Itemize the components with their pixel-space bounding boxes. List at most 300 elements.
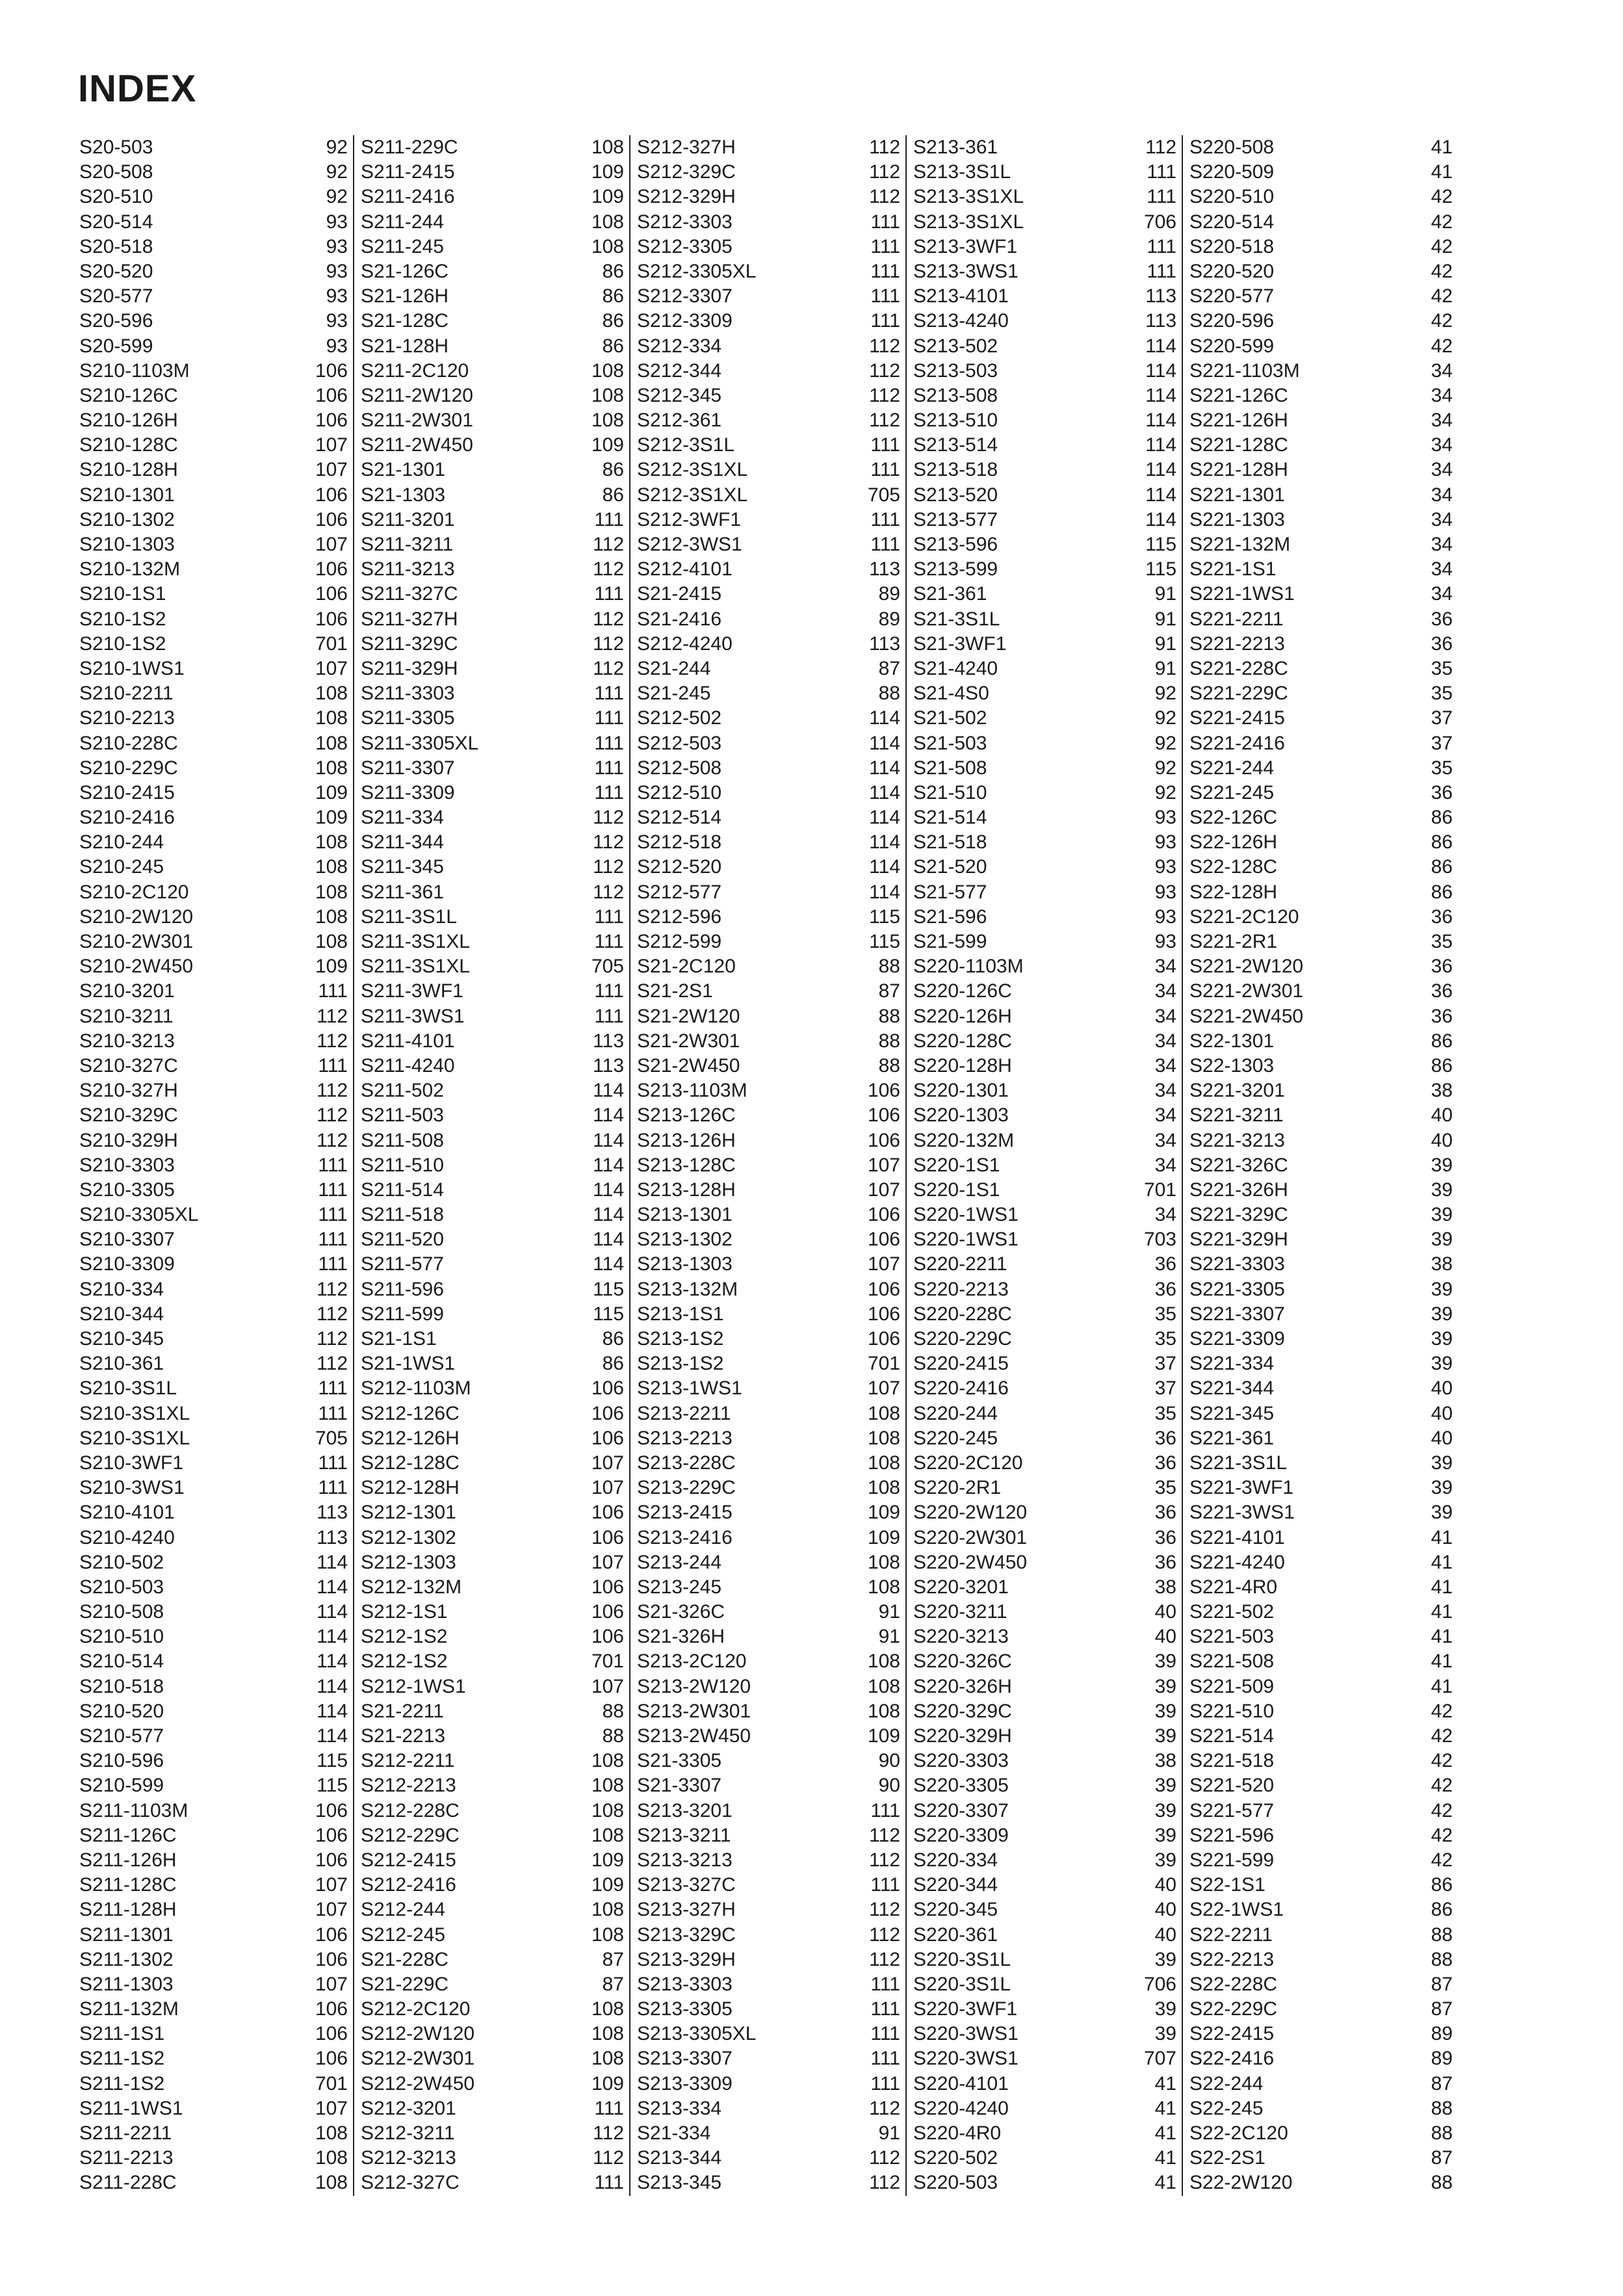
index-entry [637,1227,900,1252]
part-number: S213-1103M [637,1080,747,1102]
index-entry [913,1376,1176,1401]
part-number: S221-2R1 [1189,931,1278,952]
index-entry [361,1773,624,1798]
index-entry [361,309,624,333]
part-number: S21-128C [361,310,449,332]
index-entry [79,1178,348,1203]
page-number: 38 [1154,1750,1176,1772]
part-number: S210-599 [79,1775,164,1797]
page-number: 106 [315,508,348,530]
index-entry [361,1402,624,1426]
index-entry [1189,657,1453,681]
index-entry [1189,508,1453,532]
page-number: 112 [317,1303,348,1325]
index-entry [79,1128,348,1153]
page-number: 112 [317,1104,348,1127]
part-number: S220-4R0 [913,2122,1002,2144]
page-number: 112 [869,186,900,208]
page-number: 114 [317,1551,348,1573]
index-entry [1189,1252,1453,1277]
index-entry [361,1550,624,1575]
page-number: 111 [870,310,900,332]
index-entry [913,954,1176,979]
page-number: 108 [315,881,348,903]
part-number: S221-326H [1189,1179,1288,1201]
part-number: S220-599 [1189,335,1275,357]
page-number: 40 [1154,1601,1176,1623]
index-entry [913,259,1176,284]
index-entry [637,1426,900,1451]
part-number: S211-4240 [361,1054,455,1076]
index-entry [637,1526,900,1550]
page-number: 36 [1431,781,1453,803]
page-number: 87 [1431,2147,1453,2169]
index-entry [637,1699,900,1724]
page-number: 108 [591,235,624,257]
part-number: S21-228C [361,1948,449,1970]
index-entry [1189,1699,1453,1724]
part-number: S212-2W450 [361,2072,475,2094]
index-entry [1189,1724,1453,1749]
index-entry [1189,1675,1453,1699]
page-number: 34 [1431,384,1453,406]
part-number: S211-1S2 [79,2048,165,2070]
page-number: 86 [602,285,624,307]
part-number: S221-503 [1189,1626,1275,1648]
page-number: 106 [867,1229,900,1251]
part-number: S220-503 [913,2172,998,2194]
part-number: S212-1303 [361,1551,456,1573]
index-entry [637,2171,900,2195]
part-number: S211-3303 [361,683,455,705]
page-number: 111 [594,906,624,928]
part-number: S220-245 [913,1427,998,1449]
page-number: 108 [591,1750,624,1772]
index-entry [1189,1277,1453,1302]
part-number: S210-126C [79,384,178,406]
index-entry [79,235,348,259]
index-entry [79,1749,348,1773]
index-entry [361,632,624,657]
index-entry [361,1327,624,1351]
index-entry [637,1327,900,1351]
page-number: 114 [593,1179,624,1201]
index-entry [361,2121,624,2146]
page-number: 106 [315,1824,348,1846]
index-column [77,135,353,2196]
page-number: 36 [1431,956,1453,978]
page-number: 113 [317,1502,348,1524]
part-number: S213-1302 [637,1229,733,1251]
index-entry [79,954,348,979]
part-number: S210-128H [79,459,178,481]
index-entry [361,508,624,532]
index-entry [79,1327,348,1351]
part-number: S212-1S2 [361,1626,448,1648]
index-entry [913,582,1176,607]
page-number: 86 [1431,1899,1453,1921]
page-number: 93 [326,235,348,257]
part-number: S211-244 [361,211,444,233]
part-number: S210-2W450 [79,956,194,978]
page-number: 86 [602,335,624,357]
index-entry [913,384,1176,408]
index-entry [913,1923,1176,1948]
index-entry [913,855,1176,880]
page-number: 87 [878,980,900,1002]
page-number: 40 [1154,1874,1176,1896]
index-entry [1189,781,1453,805]
index-entry [913,483,1176,508]
page-number: 88 [1431,2097,1453,2119]
part-number: S220-2213 [913,1278,1009,1300]
index-entry [79,1600,348,1624]
index-entry [913,731,1176,756]
part-number: S211-327H [361,608,458,630]
page-number: 112 [317,1005,348,1027]
part-number: S220-596 [1189,310,1275,332]
part-number: S220-3213 [913,1626,1009,1648]
page-number: 88 [602,1700,624,1722]
part-number: S213-128H [637,1179,736,1201]
index-entry [637,979,900,1004]
part-number: S211-126C [79,1824,177,1846]
part-number: S21-2213 [361,1725,446,1747]
index-entry [361,532,624,557]
index-entry [913,1178,1176,1203]
index-entry [361,2171,624,2195]
part-number: S211-3305 [361,707,455,729]
part-number: S211-3201 [361,508,455,530]
part-number: S212-128C [361,1452,460,1474]
part-number: S212-245 [361,1924,446,1946]
page-number: 86 [602,1353,624,1375]
index-entry [361,805,624,830]
index-entry [637,1451,900,1476]
page-number: 39 [1431,1452,1453,1474]
page-number: 39 [1431,1502,1453,1524]
page-number: 40 [1431,1377,1453,1400]
part-number: S212-3201 [361,2097,456,2119]
index-entry [79,433,348,458]
index-entry [79,2171,348,2195]
part-number: S213-327H [637,1899,736,1921]
page-number: 86 [602,260,624,282]
part-number: S221-326C [1189,1154,1288,1176]
part-number: S210-1103M [79,359,190,382]
index-entry [1189,1029,1453,1054]
part-number: S213-361 [913,137,998,158]
index-entry [913,1649,1176,1674]
page-number: 111 [1147,161,1176,183]
part-number: S21-514 [913,807,987,829]
page-number: 42 [1431,285,1453,307]
page-number: 112 [869,335,900,357]
part-number: S213-3309 [637,2072,733,2094]
index-entry [1189,880,1453,905]
page-number: 108 [867,1700,900,1722]
index-entry [361,1923,624,1948]
index-entry [361,880,624,905]
page-number: 34 [1154,1204,1176,1226]
page-number: 115 [593,1278,624,1300]
index-entry [79,657,348,681]
part-number: S210-3WF1 [79,1452,184,1474]
page-number: 701 [591,1650,624,1673]
index-entry [1189,2146,1453,2171]
part-number: S213-244 [637,1551,722,1573]
page-number: 34 [1431,459,1453,481]
page-number: 108 [315,2122,348,2144]
part-number: S21-229C [361,1973,449,1995]
index-entry [1189,185,1453,209]
index-entry [79,706,348,731]
index-entry [637,433,900,458]
part-number: S212-2W120 [361,2023,475,2045]
part-number: S212-520 [637,856,722,878]
page-number: 88 [1431,1924,1453,1946]
page-number: 112 [869,2097,900,2119]
part-number: S21-2W450 [637,1054,740,1076]
part-number: S212-126H [361,1427,460,1449]
part-number: S213-126C [637,1104,736,1127]
page-number: 106 [867,1080,900,1102]
part-number: S213-3WS1 [913,260,1019,282]
page-number: 39 [1154,1650,1176,1673]
part-number: S212-334 [637,335,722,357]
part-number: S211-1301 [79,1924,174,1946]
page-number: 114 [317,1601,348,1623]
index-entry [79,880,348,905]
index-entry [637,334,900,359]
part-number: S21-502 [913,707,987,729]
part-number: S211-3S1XL [361,931,470,952]
part-number: S212-344 [637,359,722,382]
page-number: 106 [315,359,348,382]
index-entry [1189,1476,1453,1500]
page-number: 86 [1431,1054,1453,1076]
part-number: S221-599 [1189,1849,1275,1871]
index-entry [1189,1600,1453,1624]
page-number: 106 [591,1427,624,1449]
index-entry [361,1277,624,1302]
index-entry [79,284,348,309]
part-number: S212-3211 [361,2122,455,2144]
index-entry [637,2121,900,2146]
page-number: 36 [1154,1278,1176,1300]
page-number: 111 [594,683,624,705]
index-entry [913,1426,1176,1451]
part-number: S220-518 [1189,235,1275,257]
page-number: 107 [867,1154,900,1176]
part-number: S210-1301 [79,484,175,506]
index-entry [637,1302,900,1327]
part-number: S211-329C [361,633,458,655]
index-entry [1189,1873,1453,1898]
page-number: 111 [870,1998,900,2020]
index-entry [1189,1749,1453,1773]
part-number: S213-334 [637,2097,722,2119]
page-number: 108 [315,906,348,928]
part-number: S221-510 [1189,1700,1275,1722]
part-number: S211-2W120 [361,384,473,406]
index-entry [913,657,1176,681]
index-entry [1189,1823,1453,1848]
index-entry [637,607,900,632]
part-number: S213-3303 [637,1973,733,1995]
page-number: 36 [1154,1427,1176,1449]
part-number: S212-2W301 [361,2048,475,2070]
index-entry [913,1500,1176,1525]
page-number: 93 [326,335,348,357]
page-number: 92 [1154,732,1176,754]
page-number: 112 [869,1899,900,1921]
page-number: 106 [591,1377,624,1400]
index-entry [913,1277,1176,1302]
part-number: S22-2211 [1189,1924,1273,1946]
part-number: S210-128C [79,434,178,456]
index-entry [361,2146,624,2171]
index-entry [79,905,348,930]
part-number: S22-245 [1189,2097,1264,2119]
page-title: INDEX [78,68,197,110]
page-number: 111 [870,434,900,456]
page-number: 38 [1431,1080,1453,1102]
index-entry [79,731,348,756]
part-number: S21-1301 [361,459,446,481]
part-number: S21-520 [913,856,987,878]
page-number: 41 [1154,2097,1176,2119]
index-entry [79,1624,348,1649]
part-number: S213-3S1L [913,161,1011,183]
index-entry [637,830,900,855]
page-number: 112 [593,608,624,630]
page-number: 112 [593,633,624,655]
part-number: S210-502 [79,1551,164,1573]
part-number: S210-596 [79,1750,164,1772]
page-number: 111 [1147,235,1176,257]
page-number: 111 [870,285,900,307]
page-number: 86 [1431,881,1453,903]
part-number: S221-1301 [1189,484,1285,506]
index-entry [361,334,624,359]
index-entry [913,1773,1176,1798]
index-entry [79,930,348,954]
page-number: 36 [1154,1526,1176,1548]
page-number: 114 [1145,508,1176,530]
part-number: S213-503 [913,359,998,382]
part-number: S221-128H [1189,459,1288,481]
page-number: 106 [591,1526,624,1548]
index-entry [361,359,624,384]
part-number: S221-3WF1 [1189,1477,1294,1499]
index-entry [637,1898,900,1922]
page-number: 108 [867,1551,900,1573]
page-number: 108 [591,1824,624,1846]
part-number: S213-128C [637,1154,736,1176]
part-number: S212-3309 [637,310,733,332]
part-number: S220-3WS1 [913,2048,1019,2070]
part-number: S221-229C [1189,683,1288,705]
index-entry [1189,1078,1453,1103]
part-number: S213-599 [913,558,998,581]
index-entry [1189,756,1453,781]
index-entry [1189,433,1453,458]
index-entry [361,657,624,681]
index-entry [637,1624,900,1649]
page-number: 111 [870,211,900,233]
page-number: 34 [1154,1154,1176,1176]
page-number: 39 [1431,1278,1453,1300]
page-number: 111 [594,707,624,729]
part-number: S211-2211 [79,2122,172,2144]
index-entry [913,1948,1176,1972]
index-entry [637,1848,900,1873]
page-number: 93 [326,211,348,233]
index-entry [1189,1402,1453,1426]
part-number: S210-577 [79,1725,164,1747]
part-number: S21-599 [913,931,987,952]
page-number: 112 [317,1278,348,1300]
index-entry [79,979,348,1004]
page-number: 41 [1154,2072,1176,2094]
part-number: S211-334 [361,807,444,829]
part-number: S22-1WS1 [1189,1899,1284,1921]
part-number: S20-577 [79,285,153,307]
part-number: S20-503 [79,137,153,158]
index-entry [1189,706,1453,731]
index-entry [913,532,1176,557]
index-entry [913,1997,1176,2022]
part-number: S210-344 [79,1303,164,1325]
part-number: S213-1S2 [637,1328,724,1350]
index-entry [361,160,624,185]
part-number: S211-327C [361,583,458,605]
part-number: S211-3S1L [361,906,457,928]
index-entry [79,1948,348,1972]
page-number: 91 [1154,608,1176,630]
part-number: S211-2C120 [361,359,469,382]
part-number: S212-1WS1 [361,1675,466,1697]
part-number: S221-361 [1189,1427,1275,1449]
index-entry [913,1799,1176,1823]
index-entry [361,1103,624,1128]
index-entry [361,1624,624,1649]
page-number: 88 [878,1005,900,1027]
part-number: S221-1WS1 [1189,583,1295,605]
page-number: 115 [317,1775,348,1797]
page-number: 37 [1154,1377,1176,1400]
part-number: S211-514 [361,1179,444,1201]
part-number: S212-502 [637,707,722,729]
index-entry [79,1054,348,1078]
part-number: S21-2415 [637,583,722,605]
part-number: S212-3WF1 [637,508,742,530]
part-number: S221-4R0 [1189,1576,1278,1598]
index-entry [361,2046,624,2071]
page-number: 111 [870,1973,900,1995]
part-number: S220-1303 [913,1104,1009,1127]
index-entry [1189,830,1453,855]
page-number: 36 [1154,1502,1176,1524]
part-number: S220-502 [913,2147,998,2169]
part-number: S221-334 [1189,1353,1275,1375]
page-number: 112 [317,1129,348,1151]
part-number: S210-2416 [79,807,175,829]
index-entry [913,905,1176,930]
page-number: 107 [867,1253,900,1275]
page-number: 40 [1431,1427,1453,1449]
